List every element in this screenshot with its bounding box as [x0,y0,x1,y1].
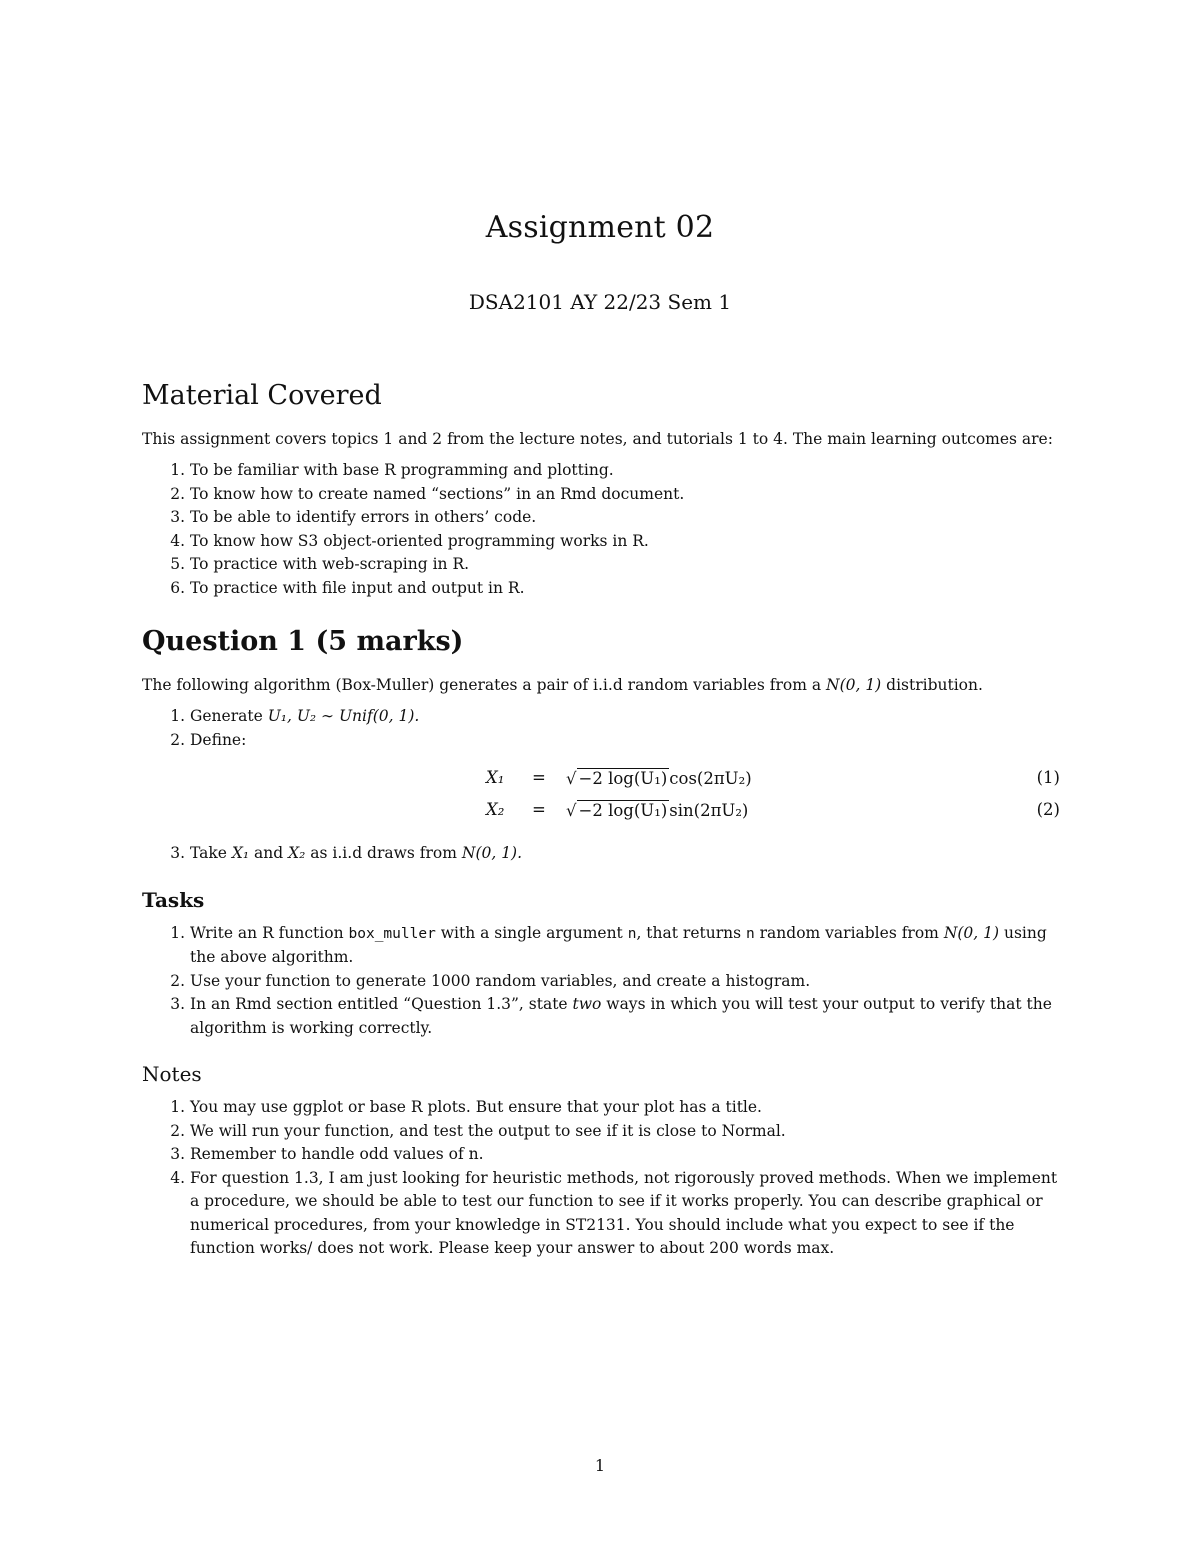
equals-sign: = [532,768,546,787]
document-subtitle: DSA2101 AY 22/23 Sem 1 [468,290,732,314]
section-heading-question-1: Question 1 (5 marks) [142,626,464,657]
task-text: with a single argument [435,923,628,942]
question-1-intro [142,673,1060,697]
step-math: N(0, 1). [461,844,523,862]
equation-lhs: X₂ [486,800,505,819]
list-item: 4. To know how S3 object-oriented programming works in R. [190,530,1060,554]
algorithm-steps-list [142,705,1060,752]
note-item: 1. You may use ggplot or base R plots. But ensure that your plot has a title. [190,1096,1060,1120]
algorithm-step-2: 2. Define: [190,729,1060,753]
section-heading-material: Material Covered [142,380,382,411]
task-item-2: 2. Use your function to generate 1000 random variables, and create a histogram. [190,970,1060,994]
equation-number: (1) [1036,768,1060,787]
trig-term: sin(2πU₂) [669,801,749,820]
step-text: Take [190,844,232,862]
list-item: 2. To know how to create named “sections” in an Rmd document. [190,483,1060,507]
document-body [142,380,1060,1273]
code-snippet: n [745,925,755,942]
equation-rhs: √ −2 log(U₁) sin(2πU₂) [566,801,749,820]
emphasis-text: two [572,995,602,1013]
learning-outcomes-list [142,459,1060,600]
step-math: U₁, U₂ ∼ Unif(0, 1). [267,707,420,725]
task-text: using the above algorithm. [190,923,1047,966]
task-item-3 [190,993,1060,1040]
list-item: 5. To practice with web-scraping in R. [190,553,1060,577]
task-text: Write an R function [190,923,349,942]
tasks-list [142,922,1060,1041]
list-item: 3. To be able to identify errors in others’ code. [190,506,1060,530]
trig-term: cos(2πU₂) [669,769,752,788]
equation-number: (2) [1036,800,1060,819]
notes-list [142,1096,1060,1261]
equation-1 [142,768,1060,798]
section-question-1 [142,626,1060,866]
equation-block [142,766,1060,836]
page-number: 1 [594,1456,606,1475]
list-item: 6. To practice with file input and output in R. [190,577,1060,601]
code-snippet: box_muller [348,925,436,942]
step-text: Generate [190,707,268,725]
list-item: 1. To be familiar with base R programming and plotting. [190,459,1060,483]
distribution-math: N(0, 1) [826,676,882,694]
equation-lhs: X₁ [486,768,505,787]
algorithm-step-3 [190,842,1060,866]
subsection-heading-notes: Notes [142,1062,202,1086]
step-math: X₂ [288,844,306,862]
sqrt-radicand: −2 log(U₁) [578,801,668,820]
subsection-notes [142,1062,1060,1261]
code-snippet: n [627,925,637,942]
section-material-covered [142,380,1060,600]
equation-2 [142,800,1060,830]
task-text: , that returns [636,923,746,942]
task-text: ways in which you will test your output to verify that the algorithm is working correctly. [190,995,1052,1037]
material-intro: This assignment covers topics 1 and 2 from the lecture notes, and tutorials 1 to 4. The main learning outcomes are: [142,430,1053,448]
algorithm-steps-list-continued [142,842,1060,866]
note-item: 4. For question 1.3, I am just looking for heuristic methods, not rigorously proved methods. When we implement a procedure, we should be able to test our function to see if it works properly. You can describe graphical or numerical procedures, from your knowledge in ST2131. You should include what you expect to see if the function works/ does not work. Please keep your answer to about 200 words max. [190,1167,1060,1261]
document-title: Assignment 02 [485,210,715,245]
distribution-math: N(0, 1) [943,923,1000,942]
task-item-1 [190,922,1060,970]
subsection-tasks [142,888,1060,1041]
step-math: X₁ [231,844,250,862]
algorithm-step-1 [190,705,1060,729]
subsection-heading-tasks: Tasks [142,887,205,912]
note-item: 3. Remember to handle odd values of n. [190,1143,1060,1167]
step-text: and [249,844,289,862]
task-text: random variables from [754,923,944,942]
equals-sign: = [532,800,546,819]
sqrt-radicand: −2 log(U₁) [578,769,668,788]
intro-text-end: distribution. [881,676,983,694]
note-item: 2. We will run your function, and test the output to see if it is close to Normal. [190,1120,1060,1144]
intro-text: The following algorithm (Box-Muller) generates a pair of i.i.d random variables from a [142,676,826,694]
step-text: as i.i.d draws from [305,844,462,862]
equation-rhs: √ −2 log(U₁) cos(2πU₂) [566,769,752,788]
task-text: In an Rmd section entitled “Question 1.3”, state [190,995,573,1013]
